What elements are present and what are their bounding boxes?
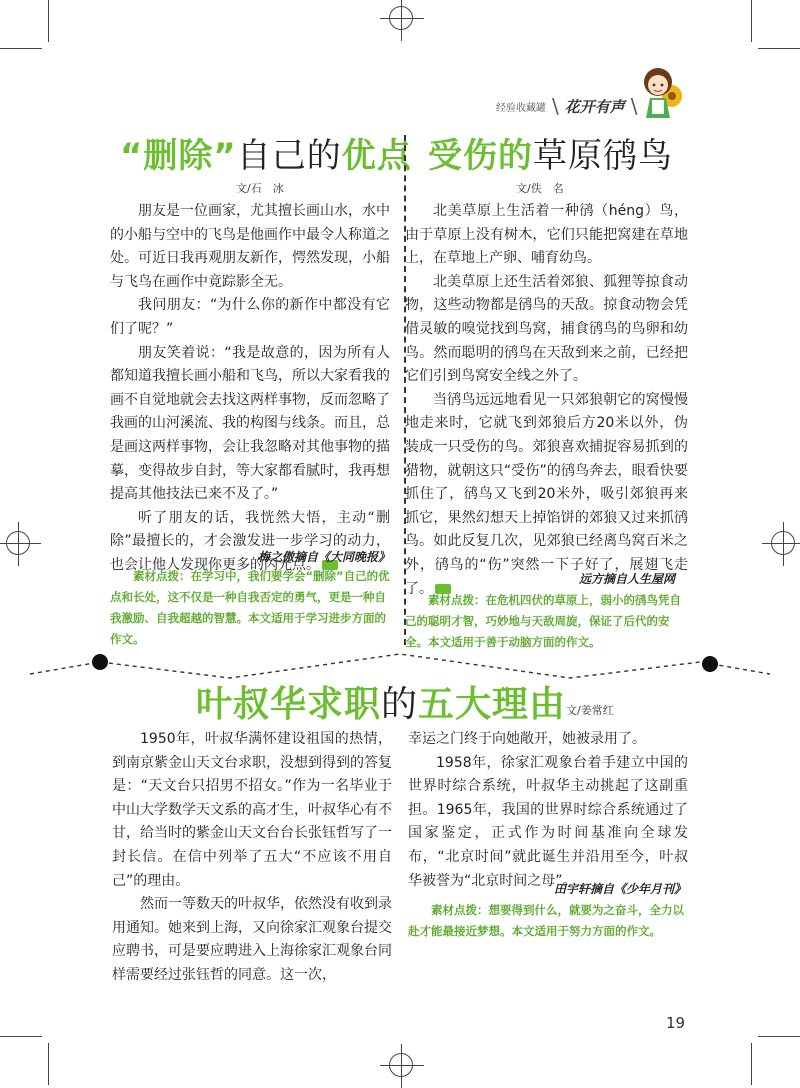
note-text: 素材点拨：在危机四伏的草原上，弱小的鸻鸟凭自己的聪明才智，巧妙地与天敌周旋，保证了后代的安全。本文适用于善于动脑方面的作文。 (405, 593, 681, 649)
section-header (496, 94, 638, 118)
article3-source: 田宇轩摘自《少年月刊》 (553, 882, 686, 896)
crop-mark-tl-v (48, 0, 49, 42)
paragraph: 然而一等数天的叶叔华，依然没有收到录用通知。她来到上海，又向徐家汇观象台提交应聘书，可是要应聘进入上海徐家汇观象台同样需要经过张钰哲的同意。这一次， (112, 896, 392, 983)
article2-body (405, 200, 688, 601)
quote-close: ” (213, 136, 237, 176)
title-highlight: 五大理由 (418, 684, 567, 725)
note-text: 素材点拨：在学习中，我们要学会“删除”自己的优点和长处，这不仅是一种自我否定的勇气，更是一种自我激励、自我超越的智慧。本文适用于学习进步方面的作文。 (110, 569, 390, 646)
section-title: 花开有声 (564, 97, 625, 116)
article2-note (405, 590, 688, 653)
paragraph-text: 听了朋友的话，我恍然大悟，主动“删除”最擅长的，才会激发进一步学习的动力，也会让他人发现你更多的闪光点。 (110, 509, 390, 573)
paragraph: 朋友笑着说：“我是故意的，因为所有人都知道我擅长画小船和飞鸟，所以大家看我的画不自觉地就会去找这两样事物，反而忽略了我画的山河溪流、我的构图与线条。而且，总是画这两样事物，会让我忽略对其他事物的描摹，变得故步自封，等大家都看腻时，我再想提高其他技法已来不及了。” (110, 344, 390, 503)
article3-note (408, 900, 688, 942)
paragraph: 北美草原上生活着一种鸻（héng）鸟，由于草原上没有树木，它们只能把窝建在草地上，在草地上产卵、哺育幼鸟。 (405, 203, 688, 267)
title-highlight: 叶叔华求职 (196, 684, 382, 725)
article1-title (120, 128, 412, 177)
page-number: 19 (666, 1014, 686, 1032)
title-plain: 自己的 (236, 136, 342, 176)
crop-mark-bl-v (48, 1043, 49, 1085)
article1-byline: 文/石 冰 (236, 182, 284, 195)
paragraph: 1958年，徐家汇观象台着手建立中国的世界时综合系统，叶叔华主动挑起了这副重担。1965年，我国的世界时综合系统通过了国家鉴定，正式作为时间基准向全球发布，“北京时间”就此诞生并沿用至今，叶叔华被誉为“北京时间之母”。 (408, 754, 688, 889)
paragraph: 我问朋友：“为什么你的新作中都没有它们了呢？” (110, 297, 390, 337)
slash-divider: \ (552, 94, 559, 118)
paragraph: 1950年，叶叔华满怀建设祖国的热情，到南京紫金山天文台求职，没想到得到的答复是：“天文台只招男不招女。”作为一名毕业于中山大学数学天文系的高才生，叶叔华心有不甘，给当时的紫金山天文台台长张钰哲写了一封长信。在信中列举了五大“不应该不用自己”的理由。 (112, 731, 392, 889)
paragraph: 北美草原上还生活着郊狼、狐狸等掠食动物，这些动物都是鸻鸟的天敌。掠食动物会凭借灵敏的嗅觉找到鸟窝，捕食鸻鸟的鸟卵和幼鸟。然而聪明的鸻鸟在天敌到来之前，已经把它们引到鸟窝安全线之外了。 (405, 273, 688, 385)
article1-note (110, 566, 390, 650)
article3-body-left (112, 728, 392, 988)
article3-title (196, 676, 566, 727)
slash-divider: \ (630, 94, 638, 118)
article3-byline: 文/姜常红 (566, 704, 614, 717)
registration-mark-top (389, 6, 413, 30)
title-highlight: 优点 (341, 136, 412, 176)
registration-mark-left (6, 531, 30, 555)
article2-title (428, 128, 673, 177)
crop-mark-tr-h (758, 48, 800, 49)
quote-open: “ (120, 136, 144, 176)
crop-mark-tr-v (751, 0, 752, 42)
column-tag: 经验收藏罐 (496, 102, 546, 114)
crop-mark-tl-h (0, 48, 42, 49)
paragraph: 朋友是一位画家，尤其擅长画山水，水中的小船与空中的飞鸟是他画作中最令人称道之处。可近日我再观朋友新作，愕然发现，小船与飞鸟在画作中竟踪影全无。 (110, 203, 390, 290)
title-plain: 的 (381, 684, 419, 725)
article2-source: 远方摘自人生屋网 (578, 572, 675, 586)
registration-mark-right (771, 531, 795, 555)
crop-mark-bl-h (0, 1036, 42, 1037)
crop-mark-br-v (751, 1043, 752, 1085)
title-highlight: 受伤的 (428, 136, 533, 176)
article1-source: 梅之傲摘自《大同晚报》 (257, 550, 390, 564)
article1-body (110, 200, 390, 578)
crop-mark-br-h (758, 1036, 800, 1037)
note-text: 素材点拨：想要得到什么，就要为之奋斗，全力以赴才能最接近梦想。本文适用于努力方面的作文。 (408, 903, 684, 938)
paragraph-text: 当鸻鸟远远地看见一只郊狼朝它的窝慢慢地走来时，它就飞到郊狼后方20米以外，伪装成一只受伤的鸟。郊狼喜欢捕捉容易抓到的猎物，就朝这只“受伤”的鸻鸟奔去，眼看快要抓住了，鸻鸟又飞到20米外，吸引郊狼再来抓它，果然幻想天上掉馅饼的郊狼又过来抓鸻鸟。如此反复几次，见郊狼已经离鸟窝百米之外，鸻鸟的“伤”突然一下子好了，展翅飞走了。 (405, 391, 688, 597)
girl-mascot-icon (638, 60, 684, 120)
paragraph: 幸运之门终于向她敞开，她被录用了。 (408, 731, 646, 747)
title-plain: 草原鸻鸟 (533, 136, 673, 176)
registration-mark-bottom (389, 1053, 413, 1077)
title-highlight: 删除 (143, 136, 214, 176)
article2-byline: 文/佚 名 (516, 182, 564, 195)
article3-body-right (408, 728, 688, 893)
